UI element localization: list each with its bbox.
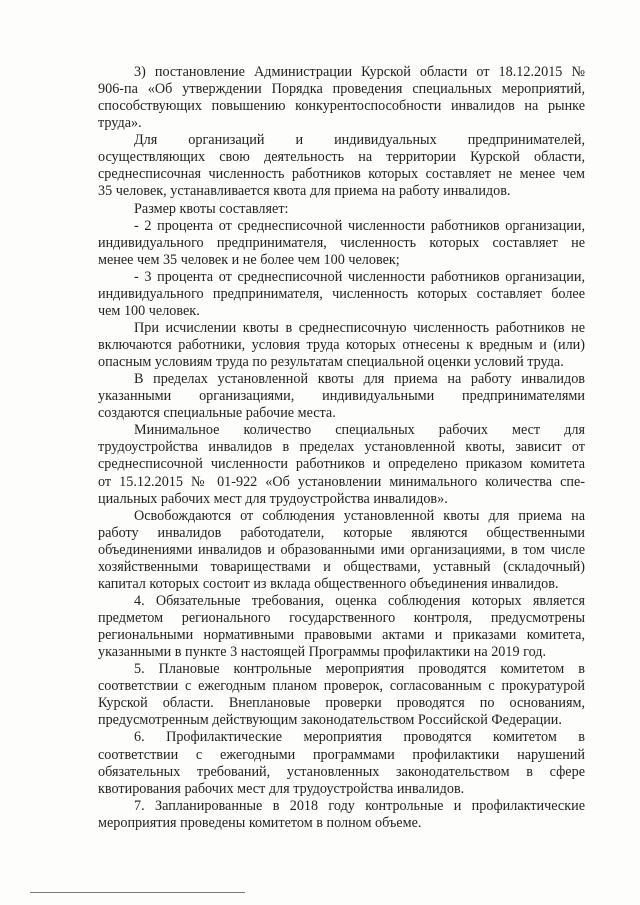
document-page <box>98 64 585 832</box>
text-line: соответствии с ежегодными программами профилактики нарушений <box>98 746 585 763</box>
paragraph-quota-size-heading <box>98 201 585 218</box>
text-line: чем 100 человек. <box>98 302 200 319</box>
text-line: менее чем 35 человек и не более чем 100 человек; <box>98 251 400 268</box>
text-line: хозяйственными товариществами и обществами, уставный (складочный) <box>98 558 585 575</box>
list-item-2-percent <box>98 218 585 269</box>
text-line: циальных рабочих мест для трудоустройства инвалидов». <box>98 490 448 507</box>
paragraph-quota-calculation <box>98 320 585 371</box>
paragraph-exemptions <box>98 508 585 593</box>
text-line: индивидуального предпринимателя, численность которых составляет не <box>98 234 585 251</box>
text-line: Для организаций и индивидуальных предпринимателей, <box>134 132 585 149</box>
paragraph-item-5 <box>98 661 585 729</box>
paragraph-item-6 <box>98 729 585 797</box>
text-line: 35 человек, устанавливается квота для приема на работу инвалидов. <box>98 183 511 200</box>
text-line: 906-па «Об утверждении Порядка проведения специальных мероприятий, <box>98 81 585 98</box>
footnote-separator <box>30 892 245 893</box>
text-line: Размер квоты составляет: <box>134 200 289 217</box>
text-line: труда». <box>98 115 142 132</box>
text-line: 4. Обязательные требования, оценка соблюдения которых является <box>134 592 585 609</box>
text-line: квотирования рабочих мест для трудоустройства инвалидов. <box>98 780 465 797</box>
text-line: обязательных требований, установленных законодательством в сфере <box>98 763 585 780</box>
text-line: создаются специальные рабочие места. <box>98 405 336 422</box>
text-line: При исчислении квоты в среднесписочную численность работников не <box>134 319 585 336</box>
text-line: Освобождаются от соблюдения установленной квоты для приема на <box>134 507 585 524</box>
paragraph-item-7 <box>98 798 585 832</box>
text-line: индивидуального предпринимателя, численность которых составляет более <box>98 285 585 302</box>
text-line: Минимальное количество специальных рабочих мест для <box>134 422 585 439</box>
text-line: опасным условиям труда по результатам специальной оценки условий труда. <box>98 354 564 371</box>
text-line: В пределах установленной квоты для приема на работу инвалидов <box>134 371 585 388</box>
text-line: указанными организациями, индивидуальными предпринимателями <box>98 388 585 405</box>
text-line: капитал которых состоит из вклада общественного объединения инвалидов. <box>98 575 559 592</box>
text-line: среднесписочной численности работников и определено приказом комитета <box>98 456 585 473</box>
text-line: указанными в пункте 3 настоящей Программы профилактики на 2019 год. <box>98 644 547 661</box>
text-line: среднесписочная численность работников которых составляет не менее чем <box>98 166 585 183</box>
text-line: способствующих повышению конкурентоспособности инвалидов на рынке <box>98 98 585 115</box>
text-line: региональными нормативными правовыми актами и приказами комитета, <box>98 627 585 644</box>
text-line: осуществляющих свою деятельность на территории Курской области, <box>98 149 585 166</box>
text-line: работу инвалидов работодатели, которые являются общественными <box>98 524 585 541</box>
text-line: мероприятия проведены комитетом в полном объеме. <box>98 814 422 831</box>
text-line: соответствии с ежегодным планом проверок, согласованным с прокуратурой <box>98 678 585 695</box>
text-line: 5. Плановые контрольные мероприятия проводятся комитетом в <box>134 661 585 678</box>
text-line: 7. Запланированные в 2018 году контрольные и профилактические <box>134 797 585 814</box>
paragraph-resolution-reference <box>98 64 585 132</box>
text-line: предусмотренным действующим законодательством Российской Федерации. <box>98 712 562 729</box>
text-line: Курской области. Внеплановые проверки проводятся по основаниям, <box>98 695 585 712</box>
paragraph-minimum-workplaces <box>98 422 585 507</box>
paragraph-item-4 <box>98 593 585 661</box>
text-line: - 3 процента от среднесписочной численности работников организации, <box>134 268 585 285</box>
text-line: трудоустройства инвалидов в пределах установленной квоты, зависит от <box>98 439 585 456</box>
paragraph-special-workplaces <box>98 371 585 422</box>
paragraph-quota-scope <box>98 132 585 200</box>
text-line: объединениями инвалидов и образованными ими организациями, в том числе <box>98 541 585 558</box>
text-line: включаются работники, условия труда которых отнесены к вредным и (или) <box>98 337 585 353</box>
text-line: 3) постановление Администрации Курской области от 18.12.2015 № <box>134 64 585 80</box>
text-line: от 15.12.2015 № 01-922 «Об установлении минимального количества спе- <box>98 473 585 490</box>
text-line: предметом регионального государственного контроля, предусмотрены <box>98 610 585 626</box>
text-line: 6. Профилактические мероприятия проводятся комитетом в <box>134 729 585 746</box>
text-line: - 2 процента от среднесписочной численности работников организации, <box>134 217 585 234</box>
list-item-3-percent <box>98 269 585 320</box>
